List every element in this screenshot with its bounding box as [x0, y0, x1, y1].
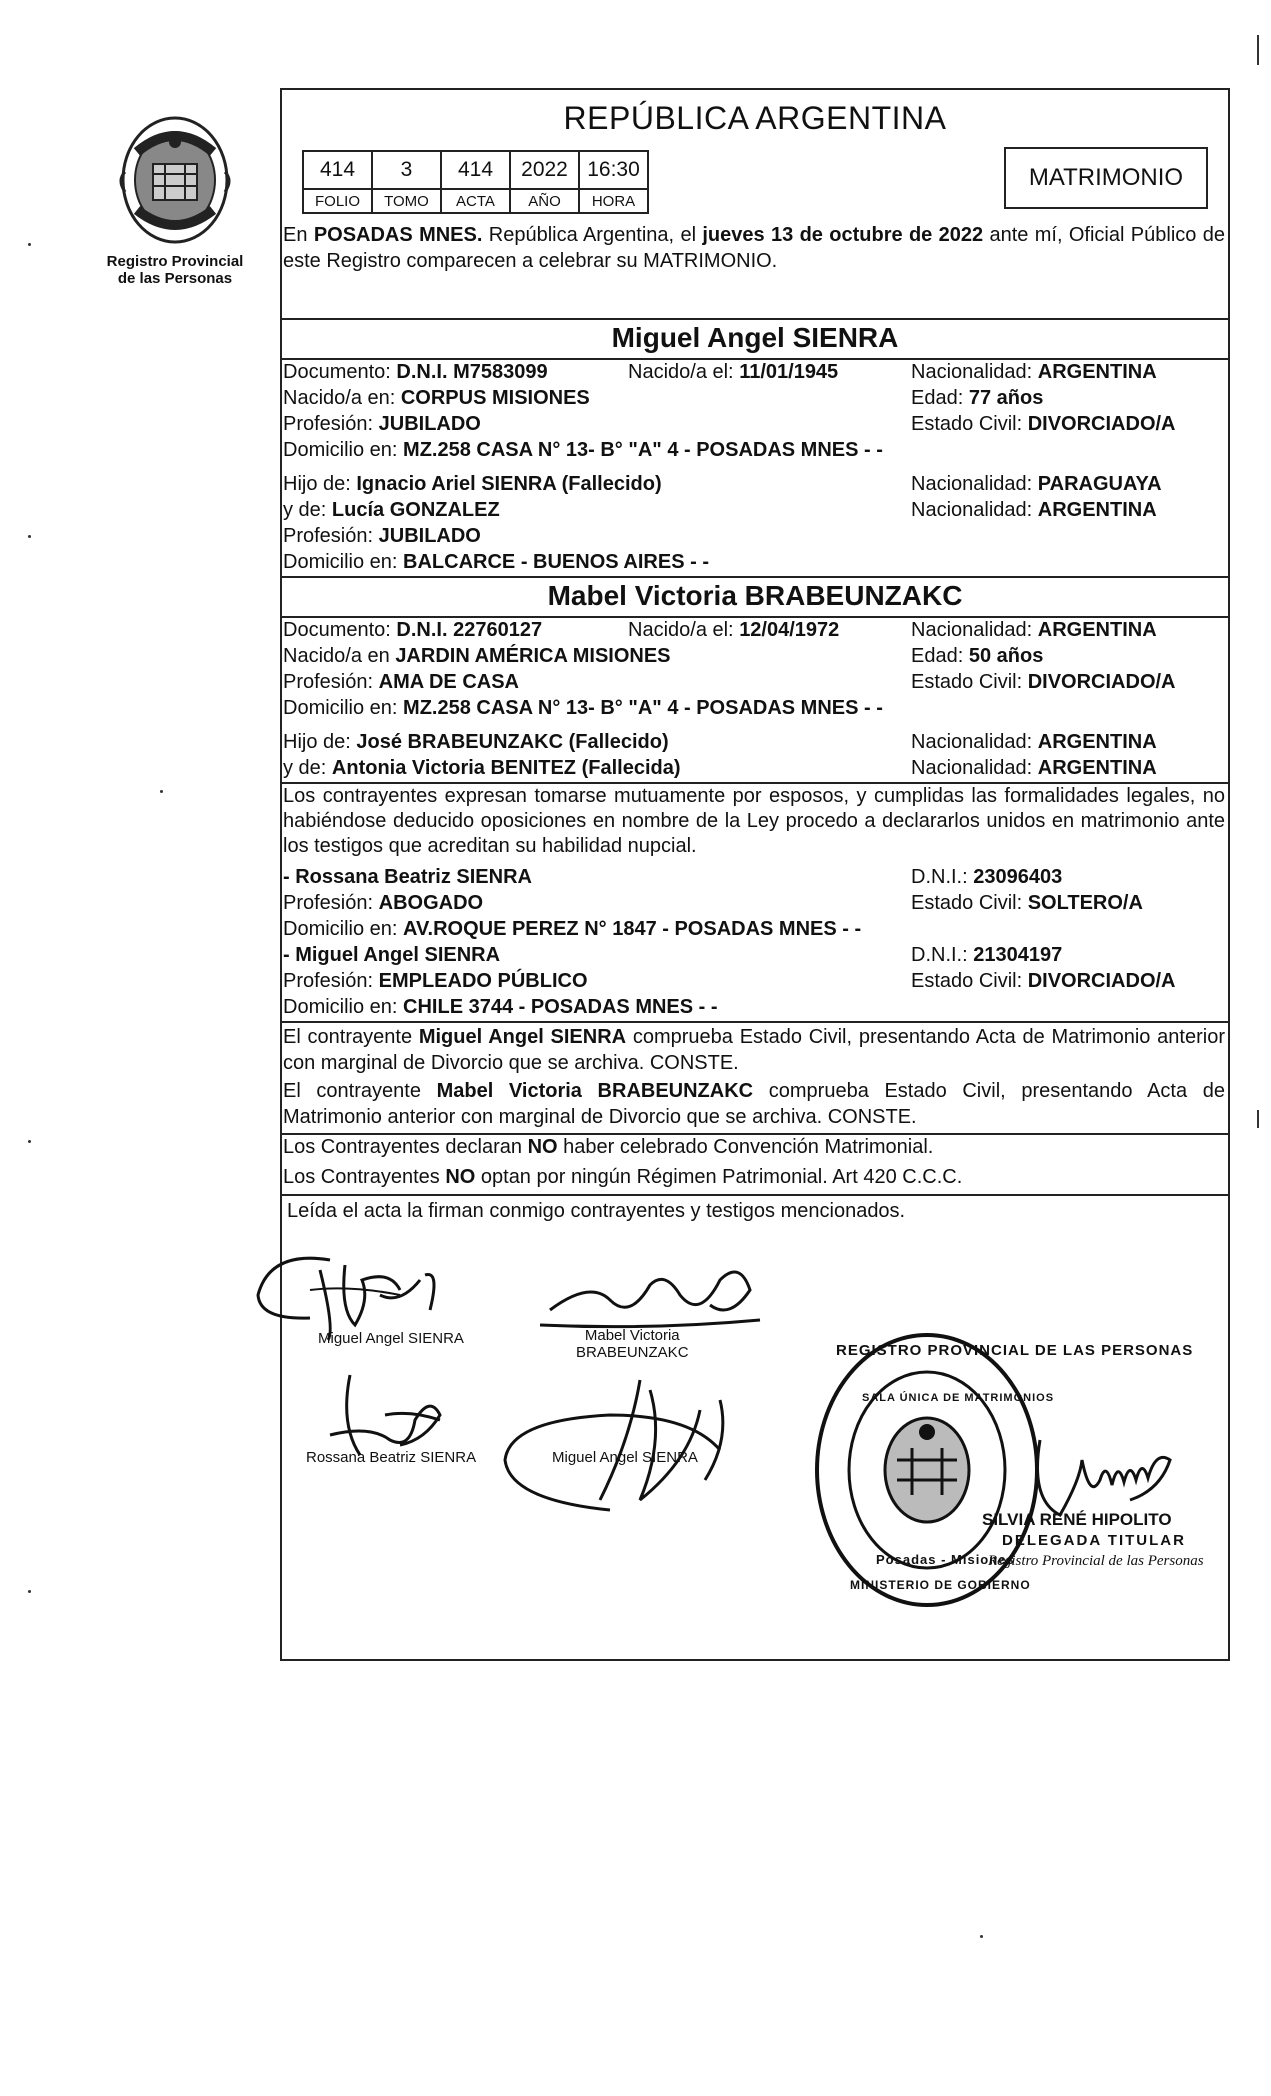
scan-edge-mark	[1257, 35, 1259, 65]
acta-label: ACTA	[441, 189, 510, 213]
scan-speck	[160, 790, 163, 793]
value: EMPLEADO PÚBLICO	[378, 970, 588, 992]
witness-2-signature	[490, 1360, 770, 1520]
groom-address	[283, 439, 883, 462]
value: 12/04/1972	[739, 619, 840, 641]
witness-2-profession	[283, 970, 588, 993]
label: Domicilio en:	[283, 697, 398, 719]
anio-value: 2022	[510, 151, 579, 189]
value: DIVORCIADO/A	[1027, 413, 1176, 435]
groom-civil-status	[911, 413, 1176, 436]
intro-text-3: ante mí, Oficial Público de este Registro comparecen a celebrar su MATRIMONIO.	[283, 224, 1225, 272]
value: MZ.258 CASA N° 13- B° "A" 4 - POSADAS MNES - -	[403, 439, 883, 461]
value: José BRABEUNZAKC (Fallecido)	[356, 731, 669, 753]
value: - Miguel Angel SIENRA	[283, 944, 501, 966]
label: Hijo de:	[283, 731, 351, 753]
text: El contrayente	[283, 1026, 419, 1048]
witness-2-signature-caption: Miguel Angel SIENRA	[552, 1449, 698, 1466]
witness-2-name	[283, 944, 500, 967]
label: Nacionalidad:	[911, 499, 1033, 521]
label: Documento:	[283, 361, 391, 383]
value: BALCARCE - BUENOS AIRES - -	[403, 551, 709, 573]
logo-caption-line2: de las Personas	[117, 270, 233, 287]
value: Ignacio Ariel SIENRA (Fallecido)	[356, 473, 662, 495]
groom-name: Miguel Angel SIENRA	[611, 322, 899, 353]
hora-value: 16:30	[579, 151, 648, 189]
label: Profesión:	[283, 970, 374, 992]
groom-signature-caption: Miguel Angel SIENRA	[318, 1330, 464, 1347]
value: CORPUS MISIONES	[400, 387, 590, 409]
label: Nacido/a el:	[628, 361, 734, 383]
official-organization: Registro Provincial de las Personas	[988, 1553, 1204, 1569]
label: y de:	[283, 499, 327, 521]
value: AMA DE CASA	[378, 671, 519, 693]
label: Domicilio en:	[283, 439, 398, 461]
value: CHILE 3744 - POSADAS MNES - -	[403, 996, 718, 1018]
label: Documento:	[283, 619, 391, 641]
bride-father	[283, 731, 669, 754]
act-type-box: MATRIMONIO	[1004, 147, 1208, 209]
scan-speck	[28, 243, 31, 246]
bride-age	[911, 645, 1043, 668]
label: Nacionalidad:	[911, 473, 1033, 495]
value: ABOGADO	[378, 892, 484, 914]
value: ARGENTINA	[1037, 757, 1157, 779]
closing-text: Leída el acta la firman conmigo contrayentes y testigos mencionados.	[287, 1200, 906, 1222]
official-name: SILVIA RENÉ HIPOLITO	[982, 1510, 1172, 1529]
section-divider	[280, 616, 1230, 618]
folio-value: 414	[303, 151, 372, 189]
intro-city: POSADAS MNES.	[313, 224, 483, 246]
value: JUBILADO	[378, 525, 481, 547]
label: Estado Civil:	[911, 671, 1023, 693]
label: Nacionalidad:	[911, 619, 1033, 641]
groom-father	[283, 473, 662, 496]
bride-caption-line1: Mabel Victoria	[584, 1327, 680, 1344]
groom-parents-address	[283, 551, 709, 574]
regime-line-2	[283, 1166, 962, 1189]
groom-age	[911, 387, 1043, 410]
bride-birthplace	[283, 645, 671, 668]
witness-2-dni	[911, 944, 1062, 967]
tomo-label: TOMO	[372, 189, 441, 213]
groom-mother-nationality	[911, 499, 1157, 522]
name: Mabel Victoria BRABEUNZAKC	[436, 1080, 754, 1102]
value: DIVORCIADO/A	[1027, 970, 1176, 992]
label: D.N.I.:	[911, 944, 968, 966]
official-title: DELEGADA TITULAR	[1002, 1532, 1186, 1549]
label: Profesión:	[283, 413, 374, 435]
section-divider	[280, 1021, 1230, 1023]
section-divider	[280, 1194, 1230, 1196]
witness-2-civil-status	[911, 970, 1176, 993]
label: Edad:	[911, 645, 964, 667]
label: Profesión:	[283, 671, 374, 693]
label: Nacido/a el:	[628, 619, 734, 641]
text: Los Contrayentes	[283, 1166, 446, 1188]
groom-profession	[283, 413, 481, 436]
logo-caption-line1: Registro Provincial	[106, 253, 244, 270]
scan-edge-mark	[1257, 1110, 1259, 1128]
anio-label: AÑO	[510, 189, 579, 213]
value: ARGENTINA	[1037, 731, 1157, 753]
label: Profesión:	[283, 525, 374, 547]
label: Nacionalidad:	[911, 757, 1033, 779]
no: NO	[527, 1136, 558, 1158]
value: 23096403	[973, 866, 1063, 888]
label: Estado Civil:	[911, 970, 1023, 992]
name: Miguel Angel SIENRA	[418, 1026, 627, 1048]
witness-1-civil-status	[911, 892, 1143, 915]
label: Nacido/a en	[283, 645, 390, 667]
bride-name: Mabel Victoria BRABEUNZAKC	[547, 580, 963, 611]
value: 11/01/1945	[739, 361, 839, 383]
witness-1-profession	[283, 892, 483, 915]
text: comprueba Estado Civil, presentando Acta de Matrimonio anterior con marginal de Divorcio que se archiva. CONSTE.	[283, 1026, 1225, 1074]
seal-city-text: Posadas - Misiones	[876, 1552, 1015, 1567]
text: comprueba Estado Civil, presentando Acta de Matrimonio anterior con marginal de Divorcio que se archiva. CONSTE.	[283, 1080, 1225, 1128]
label: Edad:	[911, 387, 964, 409]
groom-documento	[283, 361, 548, 384]
section-divider	[280, 576, 1230, 578]
value: SOLTERO/A	[1027, 892, 1143, 914]
bride-civil-status	[911, 671, 1176, 694]
provincial-registry-logo	[100, 112, 250, 287]
bride-father-nationality	[911, 731, 1157, 754]
label: D.N.I.:	[911, 866, 968, 888]
label: Domicilio en:	[283, 918, 398, 940]
label: Domicilio en:	[283, 551, 398, 573]
label: Hijo de:	[283, 473, 351, 495]
bride-signature-caption	[576, 1327, 689, 1361]
groom-father-nationality	[911, 473, 1162, 496]
groom-nationality	[911, 361, 1157, 384]
label: Domicilio en:	[283, 996, 398, 1018]
bride-caption-line2: BRABEUNZAKC	[576, 1344, 689, 1361]
bride-mother-nationality	[911, 757, 1157, 780]
bride-profession	[283, 671, 519, 694]
value: 21304197	[973, 944, 1063, 966]
value: ARGENTINA	[1037, 361, 1157, 383]
value: 77 años	[968, 387, 1044, 409]
groom-mother	[283, 499, 500, 522]
document-title: REPÚBLICA ARGENTINA	[563, 100, 947, 136]
witness-1-signature-caption: Rossana Beatriz SIENRA	[306, 1449, 477, 1466]
label: Profesión:	[283, 892, 374, 914]
section-divider	[280, 1133, 1230, 1135]
no: NO	[445, 1166, 476, 1188]
groom-birthdate	[628, 361, 838, 384]
value: D.N.I. M7583099	[396, 361, 548, 383]
section-divider	[280, 358, 1230, 360]
seal-outer-text: REGISTRO PROVINCIAL DE LAS PERSONAS	[836, 1342, 1194, 1359]
value: ARGENTINA	[1037, 619, 1157, 641]
value: AV.ROQUE PEREZ N° 1847 - POSADAS MNES - -	[403, 918, 862, 940]
misiones-crest-icon	[115, 112, 235, 247]
regime-line-1	[283, 1136, 933, 1159]
groom-parents-profession	[283, 525, 481, 548]
registry-data-table	[302, 150, 649, 214]
bride-mother	[283, 757, 681, 780]
text: optan por ningún Régimen Patrimonial. Art 420 C.C.C.	[475, 1166, 963, 1188]
bride-documento	[283, 619, 542, 642]
value: JUBILADO	[378, 413, 481, 435]
note-groom-divorce	[283, 1024, 1225, 1076]
witness-1-address	[283, 918, 861, 941]
label: Nacionalidad:	[911, 361, 1033, 383]
acta-value: 414	[441, 151, 510, 189]
folio-label: FOLIO	[303, 189, 372, 213]
note-bride-divorce	[283, 1078, 1225, 1130]
value: D.N.I. 22760127	[396, 619, 543, 641]
bride-address	[283, 697, 883, 720]
scan-speck	[28, 1590, 31, 1593]
value: DIVORCIADO/A	[1027, 671, 1176, 693]
bride-birthdate	[628, 619, 839, 642]
section-divider	[280, 318, 1230, 320]
value: Lucía GONZALEZ	[331, 499, 500, 521]
value: MZ.258 CASA N° 13- B° "A" 4 - POSADAS MNES - -	[403, 697, 883, 719]
groom-birthplace	[283, 387, 590, 410]
intro-text-2: República Argentina, el	[482, 224, 703, 246]
value: - Rossana Beatriz SIENRA	[283, 866, 532, 888]
text: El contrayente	[283, 1080, 437, 1102]
label: Estado Civil:	[911, 413, 1023, 435]
label: y de:	[283, 757, 327, 779]
scan-speck	[28, 1140, 31, 1143]
declaration-paragraph: Los contrayentes expresan tomarse mutuamente por esposos, y cumplidas las formalidades legales, no habiéndose deducido oposiciones en nombre de la Ley procedo a declararlos unidos en matrimonio ante los testigos que acreditan su habilidad nupcial.	[283, 785, 1225, 857]
scan-speck	[980, 1935, 983, 1938]
label: Nacido/a en:	[283, 387, 396, 409]
label: Estado Civil:	[911, 892, 1023, 914]
label: Nacionalidad:	[911, 731, 1033, 753]
tomo-value: 3	[372, 151, 441, 189]
scan-speck	[28, 535, 31, 538]
witness-2-address	[283, 996, 718, 1019]
value: PARAGUAYA	[1037, 473, 1162, 495]
bride-nationality	[911, 619, 1157, 642]
value: ARGENTINA	[1037, 499, 1157, 521]
value: JARDIN AMÉRICA MISIONES	[395, 645, 671, 667]
seal-bottom-text: MINISTERIO DE GOBIERNO	[850, 1578, 1031, 1592]
seal-inner-text: SALA ÚNICA DE MATRIMONIOS	[862, 1392, 1055, 1404]
hora-label: HORA	[579, 189, 648, 213]
value: 50 años	[968, 645, 1044, 667]
witness-1-name	[283, 866, 532, 889]
intro-date: jueves 13 de octubre de 2022	[702, 224, 984, 246]
witness-1-dni	[911, 866, 1062, 889]
text: haber celebrado Convención Matrimonial.	[557, 1136, 934, 1158]
intro-paragraph	[283, 222, 1225, 274]
value: Antonia Victoria BENITEZ (Fallecida)	[331, 757, 681, 779]
text: Los Contrayentes declaran	[283, 1136, 528, 1158]
intro-text-1: En	[283, 224, 314, 246]
